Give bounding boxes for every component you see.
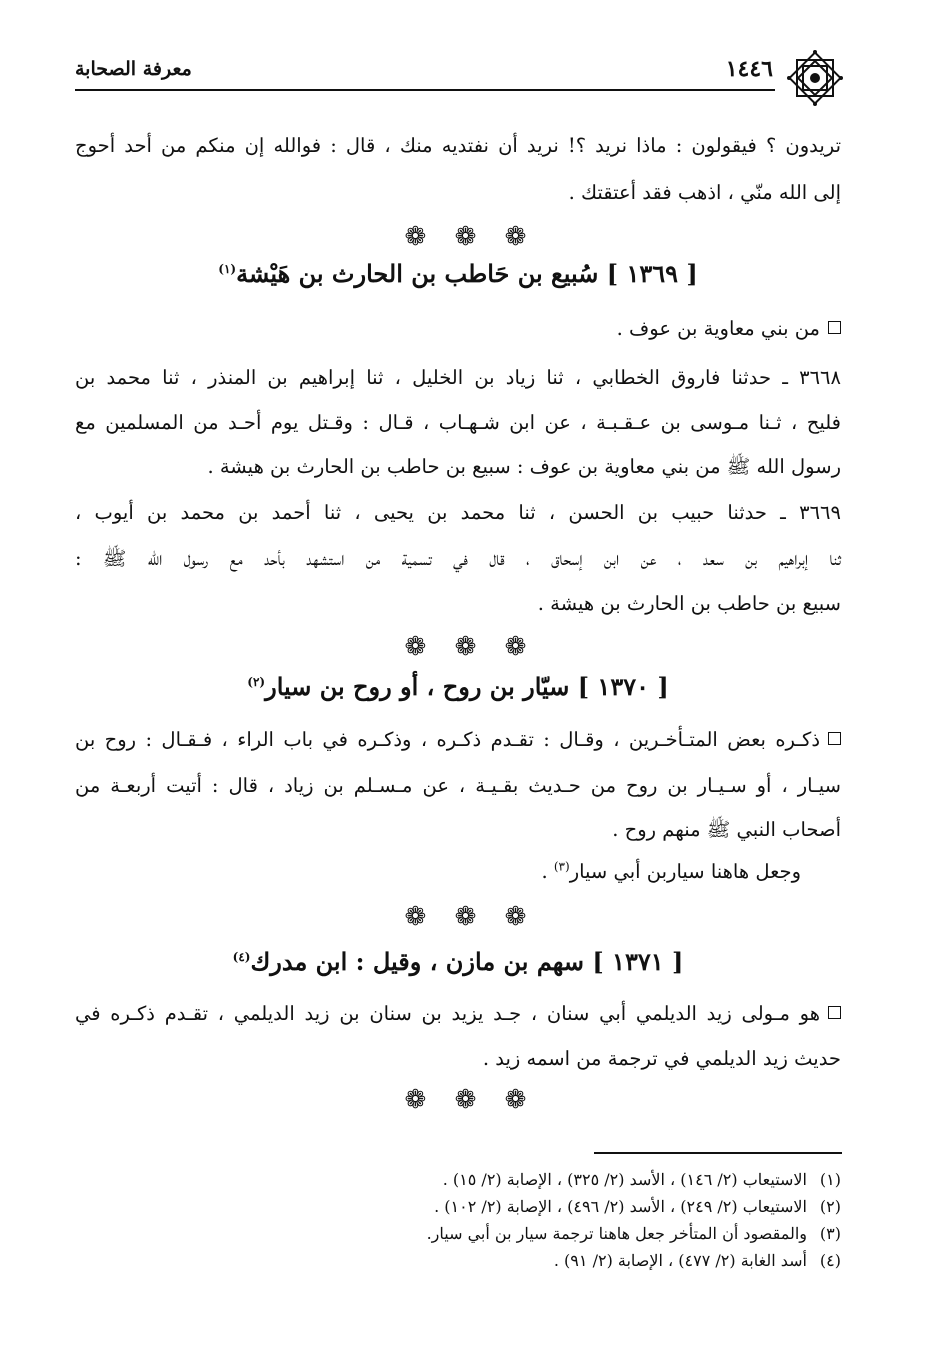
- hadith-3668-line-2: فليح ، ثـنا مـوسى بن عـقـبـة ، عن ابن شـهـاب ، قـال : وقـتل يوم أحـد من المسلمين مع: [75, 411, 841, 434]
- hadith-3668-line-1: ٣٦٦٨ ـ حدثنا فاروق الخطابي ، ثنا زياد بن الخليل ، ثنا إبراهيم بن المنذر ، ثنا محمد بن: [75, 366, 841, 389]
- entry-heading-1370: [ ١٣٧٠ ] سيّار بن روح ، أو روح بن سيار$^{(٢)}$: [247, 672, 669, 701]
- footnote-ref: (١): [218, 262, 237, 276]
- entry-lineage: من بني معاوية بن عوف .: [75, 305, 841, 352]
- footnote-ref: (٤): [232, 950, 251, 964]
- footnotes: [75, 1166, 841, 1274]
- section-separator: ❁ ❁ ❁: [404, 1085, 537, 1115]
- footnote-1: (١)الاستيعاب (٢/ ١٤٦) ، الأسد (٢/ ٣٢٥) ، الإصابة (٢/ ١٥) .: [442, 1170, 841, 1189]
- book-title: معرفة الصحابة: [75, 58, 192, 80]
- intro-line-2: إلى الله منّي ، اذهب فقد أعتقتك .: [568, 181, 841, 204]
- section-separator: ❁ ❁ ❁: [404, 222, 537, 252]
- footnote-4: (٤)أسد الغابة (٢/ ٤٧٧) ، الإصابة (٢/ ٩١) .: [553, 1251, 841, 1270]
- hadith-3669-line-3: سبيع بن حاطب بن الحارث بن هيشة .: [537, 592, 841, 615]
- section-separator: ❁ ❁ ❁: [404, 632, 537, 662]
- entry-1370-line-1: ذكـره بعض المتـأخـرين ، وقـال : تقـدم ذكـره ، وذكـره في باب الراء ، فـقـال : روح بن: [75, 716, 841, 763]
- octagram-ornament-icon: [785, 48, 845, 108]
- hadith-3669-line-2: ثنا إبراهيم بن سعد ، عن ابن إسحاق ، قال في تسمية من استشهد بأحد مع رسول الله ﷺ :: [75, 547, 841, 570]
- hadith-3669-line-1: ٣٦٦٩ ـ حدثنا حبيب بن الحسن ، ثنا محمد بن يحيى ، ثنا أحمد بن محمد بن أيوب ،: [75, 501, 841, 524]
- square-bullet-icon: [828, 1006, 841, 1019]
- section-separator: ❁ ❁ ❁: [404, 902, 537, 932]
- entry-1370-line-3: أصحاب النبي ﷺ منهم روح .: [612, 818, 841, 841]
- footnote-2: (٢)الاستيعاب (٢/ ٢٤٩) ، الأسد (٢/ ٤٩٦) ، الإصابة (٢/ ١٠٢) .: [434, 1197, 841, 1216]
- entry-heading-1371: [ ١٣٧١ ] سهم بن مازن ، وقيل : ابن مدرك$^{(٤)}$: [232, 947, 684, 976]
- footnote-3: (٣)والمقصود أن المتأخر جعل هاهنا ترجمة سيار بن أبي سيار.: [426, 1224, 841, 1243]
- page-number: ١٤٤٦: [725, 56, 773, 82]
- square-bullet-icon: [828, 732, 841, 745]
- intro-line-1: تريدون ؟ فيقولون : ماذا نريد ؟! نريد أن نفتديه منك ، قال : فوالله إن منكم من أحد أحوج: [75, 134, 841, 157]
- square-bullet-icon: [828, 321, 841, 334]
- page-header: [75, 44, 845, 102]
- entry-1370-line-2: سيـار ، أو سـيـار بن روح من حـديث بقـيـة ، عن مـسـلم بن زياد ، قال : أتيت أربعـة من: [75, 774, 841, 797]
- entry-1370-note-line: وجعل هاهنا سياربن أبي سيار$^{(٣)}$ .: [541, 859, 801, 883]
- entry-1371-line-2: حديث زيد الديلمي في ترجمة من اسمه زيد .: [482, 1047, 841, 1070]
- footnote-rule: [594, 1152, 842, 1154]
- header-rule: [75, 89, 775, 91]
- hadith-3668-line-3: رسول الله ﷺ من بني معاوية بن عوف : سبيع بن حاطب بن الحارث بن هيشة .: [207, 455, 841, 478]
- footnote-ref: (٢): [247, 675, 266, 689]
- entry-heading-1369: [ ١٣٦٩ ] سُبيع بن حَاطب بن الحارث بن هَيْشة$^{(١)}$: [218, 259, 698, 288]
- footnote-ref: (٣): [553, 859, 570, 874]
- entry-1371-line-1: هو مـولى زيد الديلمي أبي سنان ، جـد يزيد بن سنان بن زيد الديلمي ، تقـدم ذكـره في: [75, 990, 841, 1037]
